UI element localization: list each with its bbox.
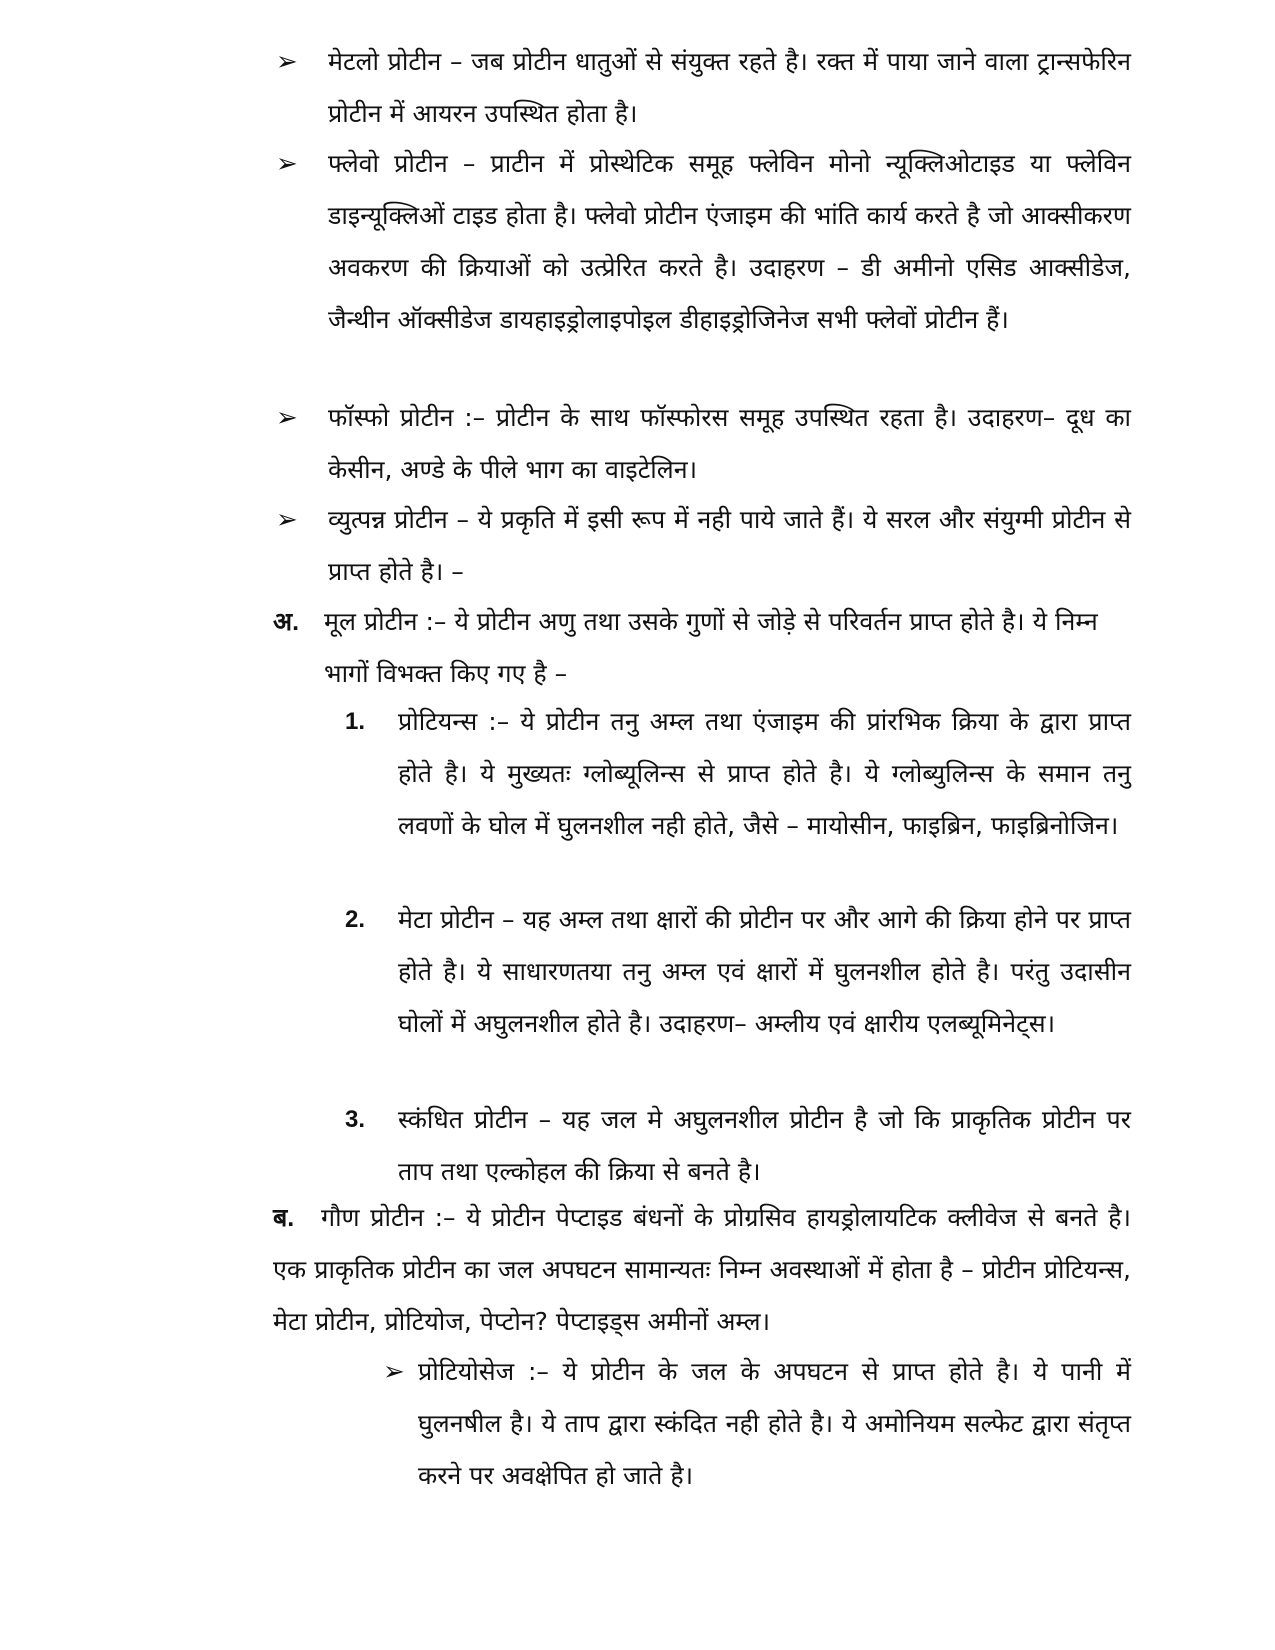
bullet-arrow-icon: ➢	[276, 149, 298, 179]
section-b-marker: ब.	[273, 1204, 295, 1232]
bullet-text: फॉस्फो प्रोटीन :– प्रोटीन के साथ फॉस्फोरस समूह उपस्थित रहता है। उदाहरण– दूध का केसीन, अण्डे के पीले भाग का वाइटेलिन।	[328, 403, 1131, 484]
section-b-text: गौण प्रोटीन :– ये प्रोटीन पेप्टाइड बंधनों के प्रोग्रसिव हायड्रोलायटिक क्लीवेज से बनते है। एक प्राकृतिक प्रोटीन का जल अपघटन सामान्यतः निम्न अवस्थाओं में होता है – प्रोटीन प्रोटियन्स, मेटा प्रोटीन, प्रोटियोज, पेप्टोन? पेप्टाइड्स अमीनों अम्ल।	[273, 1203, 1131, 1336]
numbered-item-text: स्कंधित प्रोटीन – यह जल मे अघुलनशील प्रोटीन है जो कि प्राकृतिक प्रोटीन पर ताप तथा एल्कोहल की क्रिया से बनते है।	[398, 1105, 1131, 1186]
sub-bullet-text: प्रोटियोसेज :– ये प्रोटीन के जल के अपघटन से प्राप्त होते है। ये पानी में घुलनषील है। ये ताप द्वारा स्कंदित नही होते है। ये अमोनियम सल्फेट द्वारा संतृप्त करने पर अवक्षेपित हो जाते है।	[418, 1357, 1131, 1490]
numbered-item-text: मेटा प्रोटीन – यह अम्ल तथा क्षारों की प्रोटीन पर और आगे की क्रिया होने पर प्राप्त होते है। ये साधारणतया तनु अम्ल एवं क्षारों में घुलनशील होते है। परंतु उदासीन घोलों में अघुलनशील होते है। उदाहरण– अम्लीय एवं क्षारीय एलब्यूमिनेट्स।	[398, 905, 1131, 1038]
section-a-primary-protein	[324, 596, 1099, 700]
bullet-text: मेटलो प्रोटीन – जब प्रोटीन धातुओं से संयुक्त रहते है। रक्त में पाया जाने वाला ट्रान्सफेरिन प्रोटीन में आयरन उपस्थित होता है।	[328, 47, 1131, 128]
numbered-item-text: प्रोटियन्स :– ये प्रोटीन तनु अम्ल तथा एंजाइम की प्रांरभिक क्रिया के द्वारा प्राप्त होते है। ये मुख्यतः ग्लोब्यूलिन्स से प्राप्त होते है। ये ग्लोब्युलिन्स के समान तनु लवणों के घोल में घुलनशील नही होते, जैसे – मायोसीन, फाइब्रिन, फाइब्रिनोजिन।	[398, 707, 1131, 840]
section-a-text: मूल प्रोटीन :– ये प्रोटीन अणु तथा उसके गुणों से जोड़े से परिवर्तन प्राप्त होते है। ये निम्न भागों विभक्त किए गए है –	[324, 607, 1098, 688]
numbered-item-marker: 2.	[345, 906, 366, 933]
numbered-item-coagulated-protein	[398, 1094, 1131, 1198]
bullet-arrow-icon: ➢	[276, 47, 298, 77]
numbered-item-marker: 3.	[345, 1106, 366, 1133]
bullet-arrow-icon: ➢	[276, 505, 298, 535]
numbered-item-marker: 1.	[345, 708, 366, 735]
sub-bullet-proteoses	[418, 1346, 1131, 1502]
bullet-item-metallo-protein	[328, 36, 1131, 140]
bullet-arrow-icon: ➢	[276, 403, 298, 433]
bullet-item-derived-protein	[328, 494, 1131, 598]
section-a-marker: अ.	[273, 608, 300, 636]
bullet-text: फ्लेवो प्रोटीन – प्राटीन में प्रोस्थेटिक समूह फ्लेविन मोनो न्यूक्लिओटाइड या फ्लेविन डाइन्यूक्लिओं टाइड होता है। फ्लेवो प्रोटीन एंजाइम की भांति कार्य करते है जो आक्सीकरण अवकरण की क्रियाओं को उत्प्रेरित करते है। उदाहरण – डी अमीनो एसिड आक्सीडेज, जैन्थीन ऑक्सीडेज डायहाइड्रोलाइपोइल डीहाइड्रोजिनेज सभी फ्लेवों प्रोटीन हैं।	[328, 149, 1131, 334]
section-b-secondary-protein	[273, 1192, 1131, 1348]
bullet-item-phospho-protein	[328, 392, 1131, 496]
bullet-item-flavo-protein	[328, 138, 1131, 346]
bullet-arrow-icon: ➢	[383, 1357, 405, 1387]
numbered-item-meta-protein	[398, 894, 1131, 1050]
numbered-item-proteans	[398, 696, 1131, 852]
bullet-text: व्युत्पन्न प्रोटीन – ये प्रकृति में इसी रूप में नही पाये जाते हैं। ये सरल और संयुग्मी प्रोटीन से प्राप्त होते है। –	[328, 505, 1131, 586]
